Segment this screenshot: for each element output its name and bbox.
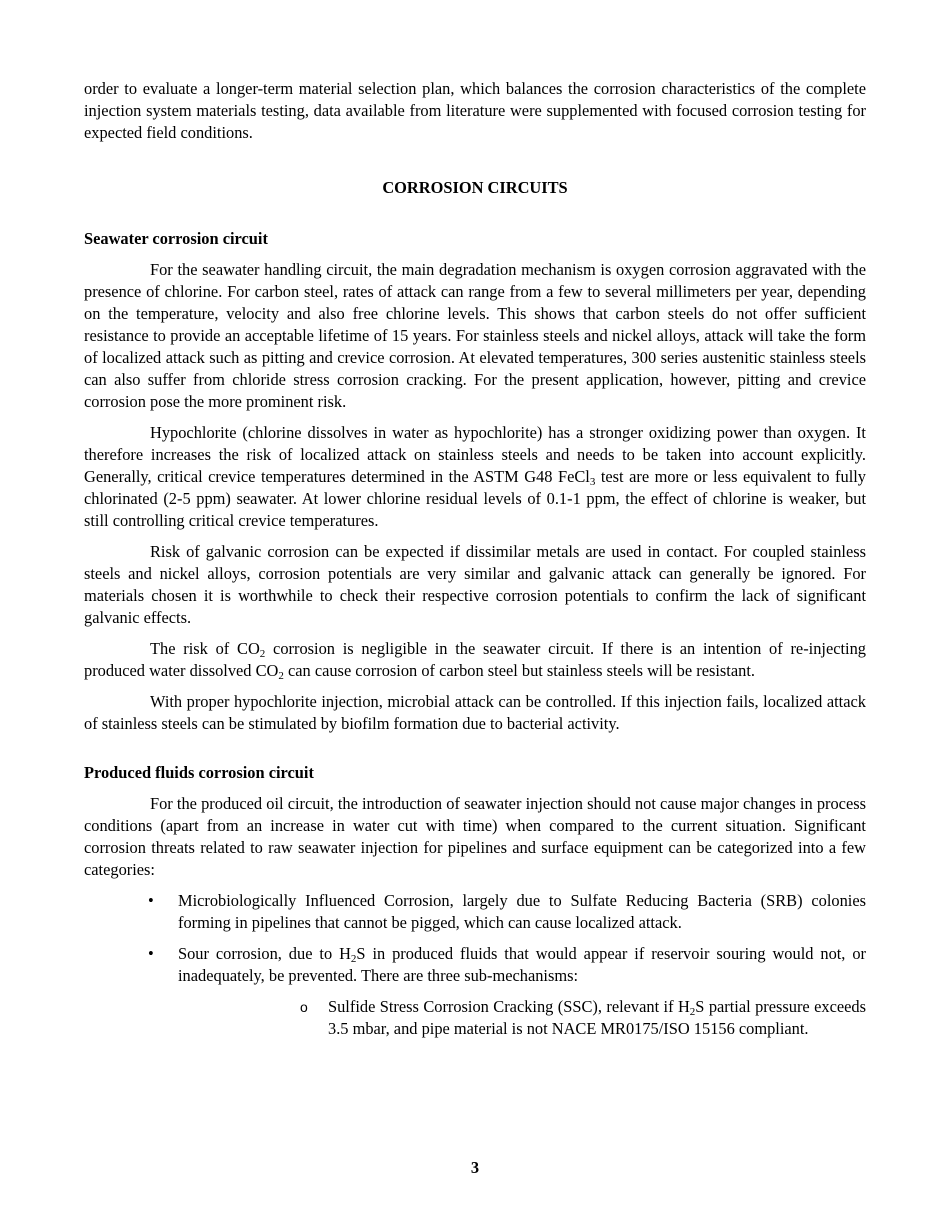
bullet-mark: •: [148, 891, 154, 910]
page-number: 3: [470, 1158, 480, 1177]
produced-paragraph-1: For the produced oil circuit, the introduction of seawater injection should not cause major changes in process conditions (apart from an increase in water cut with time) when compared to the current situation. Significant corrosion threats related to raw seawater injection for pipelines and surface equipment can be categorized into a few categories:: [84, 794, 866, 879]
intro-paragraph: order to evaluate a longer-term material selection plan, which balances the corrosion characteristics of the complete injection system materials testing, data available from literature were supplemented with focused corrosion testing for expected field conditions.: [84, 79, 866, 142]
list-item: [84, 890, 866, 934]
seawater-paragraph-1: For the seawater handling circuit, the main degradation mechanism is oxygen corrosion aggravated with the presence of chlorine. For carbon steel, rates of attack can range from a few to several millimeters per year, depending on the temperature, velocity and also free chlorine levels. This shows that carbon steels do not offer sufficient resistance to provide an acceptable lifetime of 15 years. For stainless steels and nickel alloys, attack will take the form of localized attack such as pitting and crevice corrosion. At elevated temperatures, 300 series austenitic stainless steels can also suffer from chloride stress corrosion cracking. For the present application, however, pitting and crevice corrosion pose the more prominent risk.: [84, 260, 866, 411]
seawater-paragraph-4: The risk of $CO_2$ corrosion is negligible in the seawater circuit. If there is an intention of re-injecting produced water dissolved $CO_2$ can cause corrosion of carbon steel but stainless steels will be resistant.: [84, 639, 866, 682]
seawater-paragraph-5: With proper hypochlorite injection, microbial attack can be controlled. If this injection fails, localized attack of stainless steels can be stimulated by biofilm formation due to bacterial activity.: [84, 692, 866, 733]
seawater-paragraph-2: Hypochlorite (chlorine dissolves in water as hypochlorite) has a stronger oxidizing power than oxygen. It therefore increases the risk of localized attack on stainless steels and needs to be taken into account explicitly. Generally, critical crevice temperatures determined in the ASTM G48 FeCl$_3$ test are more or less equivalent to fully chlorinated (2-5 ppm) seawater. At lower chlorine residual levels of 0.1-1 ppm, the effect of chlorine is weaker, but still controlling critical crevice temperatures.: [84, 423, 866, 530]
bullet-list: [84, 890, 866, 1040]
section-title: CORROSION CIRCUITS: [382, 178, 568, 197]
sub-bullet-mark: o: [300, 999, 308, 1015]
list-item: [84, 943, 866, 1040]
bullet-text: Microbiologically Influenced Corrosion, largely due to Sulfate Reducing Bacteria (SRB) colonies forming in pipelines that cannot be pigged, which can cause localized attack.: [178, 891, 866, 932]
seawater-heading: Seawater corrosion circuit: [84, 229, 268, 248]
list-item: [178, 996, 866, 1040]
sub-bullet-list: [178, 996, 866, 1040]
bullet-text: Sour corrosion, due to $H_2S$ in produced fluids that would appear if reservoir souring would not, or inadequately, be prevented. There are three sub-mechanisms:: [178, 944, 866, 985]
produced-heading: Produced fluids corrosion circuit: [84, 763, 314, 782]
page-body: [84, 78, 866, 1049]
seawater-paragraph-3: Risk of galvanic corrosion can be expected if dissimilar metals are used in contact. For coupled stainless steels and nickel alloys, corrosion potentials are very similar and galvanic attack can generally be ignored. For materials chosen it is worthwhile to check their respective corrosion potentials to confirm the lack of significant galvanic effects.: [84, 542, 866, 627]
bullet-mark: •: [148, 944, 154, 963]
sub-bullet-text: Sulfide Stress Corrosion Cracking (SSC), relevant if $H_2S$ partial pressure exceeds 3.5 mbar, and pipe material is not NACE MR0175/ISO 15156 compliant.: [328, 997, 866, 1038]
